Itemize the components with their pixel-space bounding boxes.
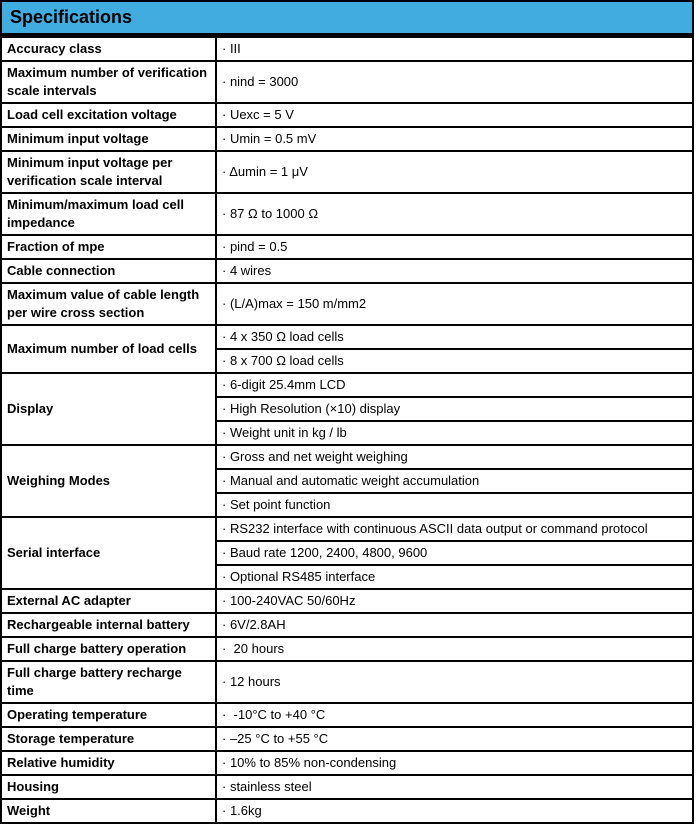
- table-row: [1, 799, 693, 823]
- spec-value: · Baud rate 1200, 2400, 4800, 9600: [216, 541, 693, 565]
- spec-value: · Δumin = 1 μV: [216, 151, 693, 193]
- spec-value: · –25 °C to +55 °C: [216, 727, 693, 751]
- spec-value: · RS232 interface with continuous ASCII data output or command protocol: [216, 517, 693, 541]
- spec-value: · 100-240VAC 50/60Hz: [216, 589, 693, 613]
- table-row: [1, 61, 693, 103]
- table-row: [1, 127, 693, 151]
- spec-label: Serial interface: [1, 517, 216, 589]
- spec-label: External AC adapter: [1, 589, 216, 613]
- table-row: [1, 193, 693, 235]
- spec-value: · Umin = 0.5 mV: [216, 127, 693, 151]
- spec-label: Operating temperature: [1, 703, 216, 727]
- spec-label: Housing: [1, 775, 216, 799]
- spec-label: Relative humidity: [1, 751, 216, 775]
- spec-label: Full charge battery operation: [1, 637, 216, 661]
- spec-value: · Optional RS485 interface: [216, 565, 693, 589]
- spec-value: · nind = 3000: [216, 61, 693, 103]
- spec-value: · stainless steel: [216, 775, 693, 799]
- spec-label: Maximum number of verification scale intervals: [1, 61, 216, 103]
- table-row: [1, 445, 693, 469]
- page-title: Specifications: [0, 0, 694, 36]
- spec-label: Minimum/maximum load cell impedance: [1, 193, 216, 235]
- table-row: [1, 325, 693, 349]
- specifications-table-body: [1, 37, 693, 823]
- table-row: [1, 37, 693, 61]
- spec-value: · 6V/2.8AH: [216, 613, 693, 637]
- spec-value: · 87 Ω to 1000 Ω: [216, 193, 693, 235]
- spec-value: · 1.6kg: [216, 799, 693, 823]
- table-row: [1, 637, 693, 661]
- table-row: [1, 103, 693, 127]
- spec-value: · High Resolution (×10) display: [216, 397, 693, 421]
- spec-label: Maximum value of cable length per wire cross section: [1, 283, 216, 325]
- table-row: [1, 661, 693, 703]
- table-row: [1, 613, 693, 637]
- spec-label: Full charge battery recharge time: [1, 661, 216, 703]
- table-row: [1, 751, 693, 775]
- table-row: [1, 259, 693, 283]
- table-row: [1, 703, 693, 727]
- spec-value: · Manual and automatic weight accumulation: [216, 469, 693, 493]
- specifications-table: [0, 36, 694, 824]
- table-row: [1, 727, 693, 751]
- spec-value: · Uexc = 5 V: [216, 103, 693, 127]
- spec-value: · Set point function: [216, 493, 693, 517]
- spec-label: Maximum number of load cells: [1, 325, 216, 373]
- spec-value: · 4 wires: [216, 259, 693, 283]
- spec-value: · 10% to 85% non-condensing: [216, 751, 693, 775]
- spec-label: Rechargeable internal battery: [1, 613, 216, 637]
- spec-value: · -10°C to +40 °C: [216, 703, 693, 727]
- spec-label: Load cell excitation voltage: [1, 103, 216, 127]
- spec-value: · (L/A)max = 150 m/mm2: [216, 283, 693, 325]
- spec-value: · 8 x 700 Ω load cells: [216, 349, 693, 373]
- spec-label: Weight: [1, 799, 216, 823]
- spec-label: Weighing Modes: [1, 445, 216, 517]
- spec-label: Minimum input voltage per verification scale interval: [1, 151, 216, 193]
- spec-value: · 12 hours: [216, 661, 693, 703]
- spec-value: · Gross and net weight weighing: [216, 445, 693, 469]
- spec-label: Accuracy class: [1, 37, 216, 61]
- table-row: [1, 373, 693, 397]
- spec-label: Display: [1, 373, 216, 445]
- spec-label: Cable connection: [1, 259, 216, 283]
- table-row: [1, 235, 693, 259]
- spec-label: Storage temperature: [1, 727, 216, 751]
- spec-value: · 4 x 350 Ω load cells: [216, 325, 693, 349]
- table-row: [1, 283, 693, 325]
- table-row: [1, 517, 693, 541]
- table-row: [1, 775, 693, 799]
- spec-value: · 6-digit 25.4mm LCD: [216, 373, 693, 397]
- spec-value: · Weight unit in kg / lb: [216, 421, 693, 445]
- table-row: [1, 151, 693, 193]
- spec-value: · 20 hours: [216, 637, 693, 661]
- spec-label: Fraction of mpe: [1, 235, 216, 259]
- spec-value: · III: [216, 37, 693, 61]
- spec-value: · pind = 0.5: [216, 235, 693, 259]
- table-row: [1, 589, 693, 613]
- spec-label: Minimum input voltage: [1, 127, 216, 151]
